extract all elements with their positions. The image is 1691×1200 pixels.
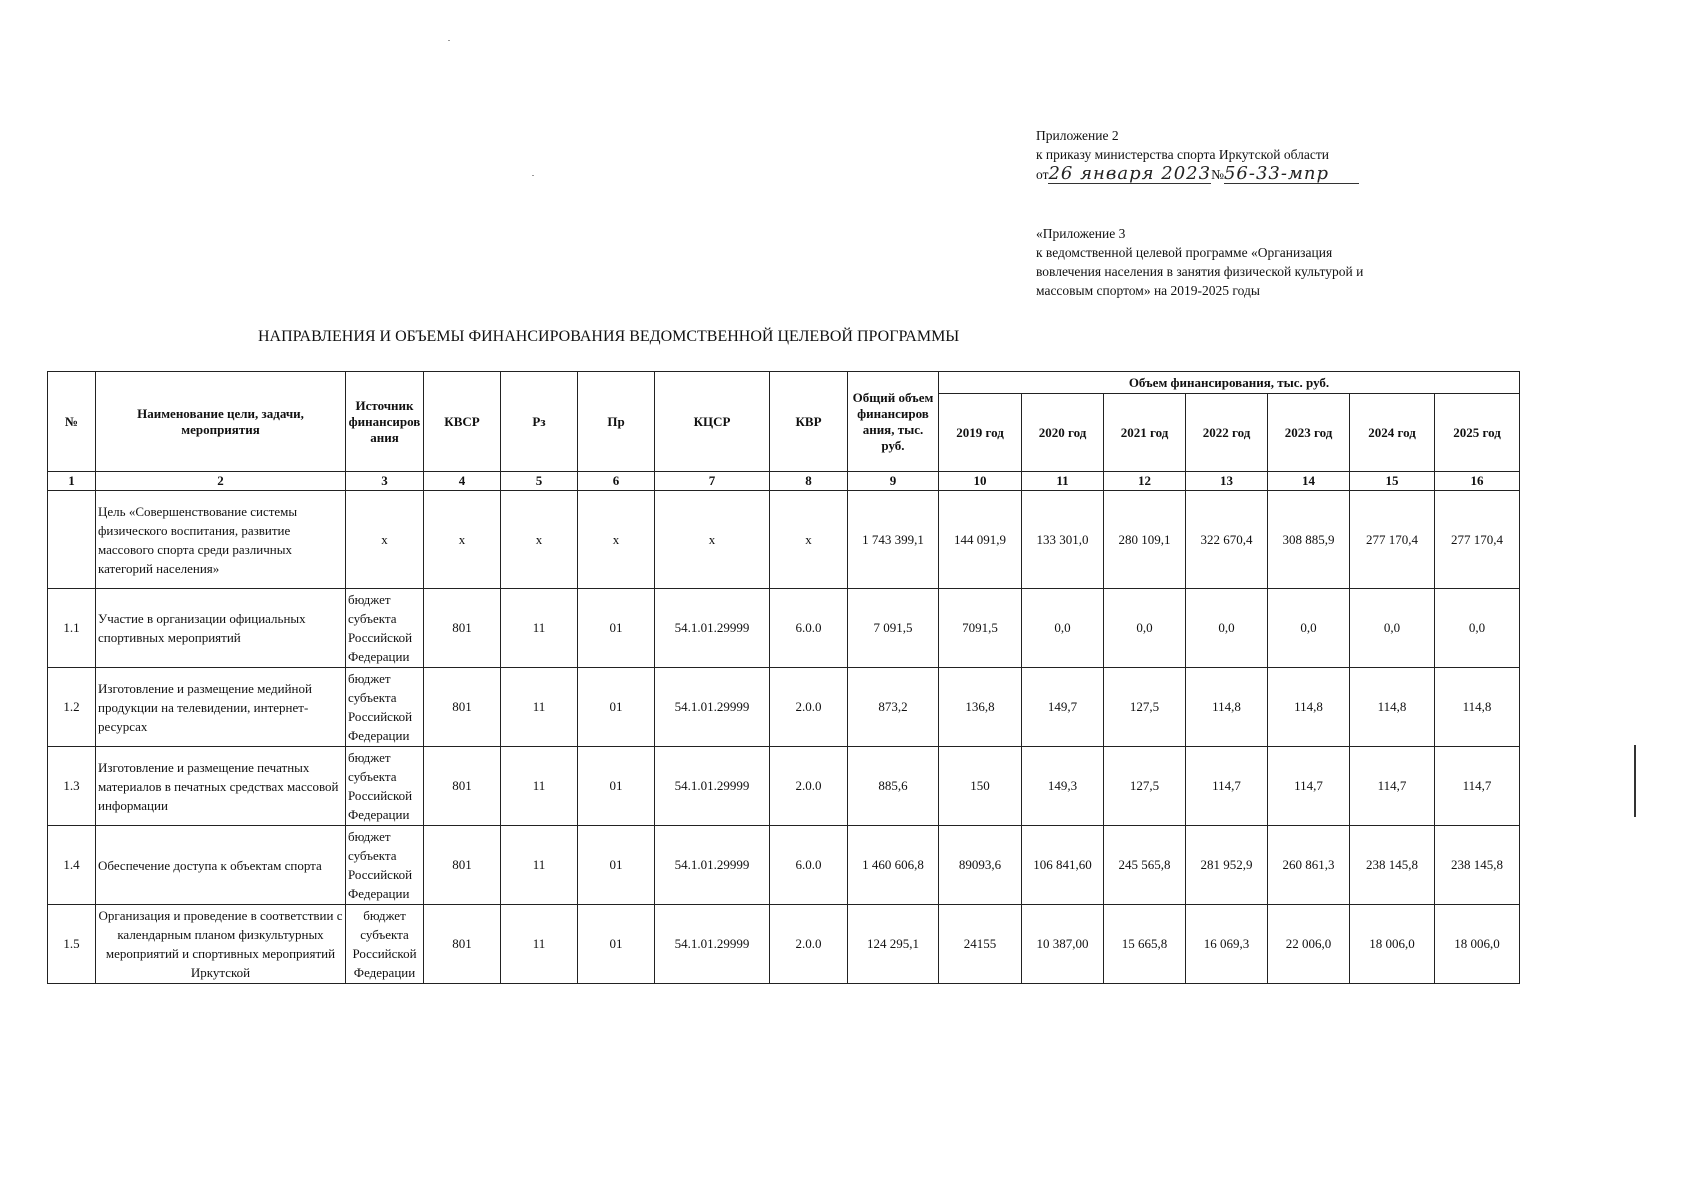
row-index: 1.4 bbox=[48, 826, 96, 905]
goal-pr: х bbox=[578, 491, 655, 589]
column-number: 10 bbox=[939, 472, 1022, 491]
row-rz: 11 bbox=[501, 905, 578, 984]
appendix3-line1: «Приложение 3 bbox=[1036, 226, 1126, 241]
header-num: № bbox=[48, 372, 96, 472]
row-name: Обеспечение доступа к объектам спорта bbox=[96, 826, 346, 905]
goal-2019: 144 091,9 bbox=[939, 491, 1022, 589]
scan-margin-mark bbox=[1634, 745, 1636, 817]
row-total: 885,6 bbox=[848, 747, 939, 826]
row-2019: 89093,6 bbox=[939, 826, 1022, 905]
order-date-line bbox=[1036, 164, 1456, 184]
column-number: 12 bbox=[1104, 472, 1186, 491]
column-number: 7 bbox=[655, 472, 770, 491]
row-rz: 11 bbox=[501, 747, 578, 826]
appendix3-block bbox=[1036, 224, 1456, 300]
appendix3-line4: массовым спортом» на 2019-2025 годы bbox=[1036, 283, 1260, 298]
row-2019: 24155 bbox=[939, 905, 1022, 984]
row-2019: 7091,5 bbox=[939, 589, 1022, 668]
row-2022: 114,8 bbox=[1186, 668, 1268, 747]
row-2025: 238 145,8 bbox=[1435, 826, 1520, 905]
row-2021: 127,5 bbox=[1104, 668, 1186, 747]
header-year-2021: 2021 год bbox=[1104, 394, 1186, 472]
row-pr: 01 bbox=[578, 905, 655, 984]
row-pr: 01 bbox=[578, 589, 655, 668]
row-2024: 18 006,0 bbox=[1350, 905, 1435, 984]
header-kvr: КВР bbox=[770, 372, 848, 472]
row-2024: 238 145,8 bbox=[1350, 826, 1435, 905]
row-total: 124 295,1 bbox=[848, 905, 939, 984]
table-row bbox=[48, 747, 1520, 826]
goal-2022: 322 670,4 bbox=[1186, 491, 1268, 589]
column-number-row bbox=[48, 472, 1520, 491]
goal-total: 1 743 399,1 bbox=[848, 491, 939, 589]
header-name: Наименование цели, задачи, мероприятия bbox=[96, 372, 346, 472]
table-row bbox=[48, 589, 1520, 668]
row-source: бюджет субъекта Российской Федерации bbox=[346, 747, 424, 826]
column-number: 9 bbox=[848, 472, 939, 491]
row-2021: 15 665,8 bbox=[1104, 905, 1186, 984]
appendix2-line1: Приложение 2 bbox=[1036, 128, 1119, 143]
header-year-2025: 2025 год bbox=[1435, 394, 1520, 472]
goal-rz: х bbox=[501, 491, 578, 589]
goal-kcsr: х bbox=[655, 491, 770, 589]
row-2019: 136,8 bbox=[939, 668, 1022, 747]
row-pr: 01 bbox=[578, 668, 655, 747]
row-source: бюджет субъекта Российской Федерации bbox=[346, 589, 424, 668]
goal-row bbox=[48, 491, 1520, 589]
row-kcsr: 54.1.01.29999 bbox=[655, 747, 770, 826]
goal-2023: 308 885,9 bbox=[1268, 491, 1350, 589]
header-kvsr: КВСР bbox=[424, 372, 501, 472]
row-2020: 106 841,60 bbox=[1022, 826, 1104, 905]
row-kcsr: 54.1.01.29999 bbox=[655, 668, 770, 747]
row-kvr: 2.0.0 bbox=[770, 747, 848, 826]
row-rz: 11 bbox=[501, 826, 578, 905]
goal-kvsr: х bbox=[424, 491, 501, 589]
row-2024: 114,8 bbox=[1350, 668, 1435, 747]
row-2022: 16 069,3 bbox=[1186, 905, 1268, 984]
row-2023: 260 861,3 bbox=[1268, 826, 1350, 905]
row-2022: 281 952,9 bbox=[1186, 826, 1268, 905]
goal-kvr: х bbox=[770, 491, 848, 589]
row-kvsr: 801 bbox=[424, 905, 501, 984]
handwritten-date: 26 января 2023 bbox=[1048, 163, 1212, 184]
row-2023: 114,7 bbox=[1268, 747, 1350, 826]
row-total: 873,2 bbox=[848, 668, 939, 747]
row-2021: 245 565,8 bbox=[1104, 826, 1186, 905]
row-2020: 10 387,00 bbox=[1022, 905, 1104, 984]
column-number: 11 bbox=[1022, 472, 1104, 491]
header-year-2019: 2019 год bbox=[939, 394, 1022, 472]
column-number: 2 bbox=[96, 472, 346, 491]
row-source: бюджет субъекта Российской Федерации bbox=[346, 668, 424, 747]
row-source: бюджет субъекта Российской Федерации bbox=[346, 905, 424, 984]
row-2024: 114,7 bbox=[1350, 747, 1435, 826]
column-number: 13 bbox=[1186, 472, 1268, 491]
row-name: Изготовление и размещение печатных материалов в печатных средствах массовой информации bbox=[96, 747, 346, 826]
row-2025: 0,0 bbox=[1435, 589, 1520, 668]
row-2022: 114,7 bbox=[1186, 747, 1268, 826]
row-kcsr: 54.1.01.29999 bbox=[655, 905, 770, 984]
goal-source: х bbox=[346, 491, 424, 589]
goal-2020: 133 301,0 bbox=[1022, 491, 1104, 589]
goal-2021: 280 109,1 bbox=[1104, 491, 1186, 589]
appendix2-block bbox=[1036, 126, 1456, 184]
document-title: НАПРАВЛЕНИЯ И ОБЪЕМЫ ФИНАНСИРОВАНИЯ ВЕДОМСТВЕННОЙ ЦЕЛЕВОЙ ПРОГРАММЫ bbox=[258, 328, 960, 345]
row-kcsr: 54.1.01.29999 bbox=[655, 589, 770, 668]
from-label: от bbox=[1036, 167, 1049, 182]
row-2021: 0,0 bbox=[1104, 589, 1186, 668]
header-pr: Пр bbox=[578, 372, 655, 472]
row-kvsr: 801 bbox=[424, 826, 501, 905]
row-kvsr: 801 bbox=[424, 747, 501, 826]
row-index: 1.1 bbox=[48, 589, 96, 668]
row-name: Организация и проведение в соответствии с календарным планом физкультурных мероприятий и спортивных мероприятий Иркутской bbox=[96, 905, 346, 984]
appendix3-line3: вовлечения населения в занятия физической культурой и bbox=[1036, 264, 1364, 279]
row-index: 1.2 bbox=[48, 668, 96, 747]
header-year-2022: 2022 год bbox=[1186, 394, 1268, 472]
row-total: 1 460 606,8 bbox=[848, 826, 939, 905]
row-name: Участие в организации официальных спортивных мероприятий bbox=[96, 589, 346, 668]
row-2023: 22 006,0 bbox=[1268, 905, 1350, 984]
row-2023: 114,8 bbox=[1268, 668, 1350, 747]
column-number: 1 bbox=[48, 472, 96, 491]
row-rz: 11 bbox=[501, 668, 578, 747]
header-year-2024: 2024 год bbox=[1350, 394, 1435, 472]
column-number: 8 bbox=[770, 472, 848, 491]
column-number: 16 bbox=[1435, 472, 1520, 491]
header-source: Источник финансиров ания bbox=[346, 372, 424, 472]
row-2022: 0,0 bbox=[1186, 589, 1268, 668]
scan-speck bbox=[532, 175, 534, 176]
header-year-2020: 2020 год bbox=[1022, 394, 1104, 472]
row-2024: 0,0 bbox=[1350, 589, 1435, 668]
column-number: 3 bbox=[346, 472, 424, 491]
row-name: Изготовление и размещение медийной продукции на телевидении, интернет-ресурсах bbox=[96, 668, 346, 747]
table-row bbox=[48, 668, 1520, 747]
column-number: 4 bbox=[424, 472, 501, 491]
row-kvsr: 801 bbox=[424, 668, 501, 747]
row-2025: 114,7 bbox=[1435, 747, 1520, 826]
financing-table bbox=[47, 371, 1520, 984]
appendix2-line2: к приказу министерства спорта Иркутской области bbox=[1036, 147, 1329, 162]
row-kcsr: 54.1.01.29999 bbox=[655, 826, 770, 905]
row-rz: 11 bbox=[501, 589, 578, 668]
column-number: 5 bbox=[501, 472, 578, 491]
row-source: бюджет субъекта Российской Федерации bbox=[346, 826, 424, 905]
row-2020: 0,0 bbox=[1022, 589, 1104, 668]
row-2020: 149,7 bbox=[1022, 668, 1104, 747]
column-number: 6 bbox=[578, 472, 655, 491]
column-number: 15 bbox=[1350, 472, 1435, 491]
row-2020: 149,3 bbox=[1022, 747, 1104, 826]
table-row bbox=[48, 905, 1520, 984]
goal-index-cell bbox=[48, 491, 96, 589]
row-kvr: 2.0.0 bbox=[770, 668, 848, 747]
column-number: 14 bbox=[1268, 472, 1350, 491]
header-total: Общий объем финансиров ания, тыс. руб. bbox=[848, 372, 939, 472]
row-kvsr: 801 bbox=[424, 589, 501, 668]
header-funding-group: Объем финансирования, тыс. руб. bbox=[939, 372, 1520, 394]
goal-2024: 277 170,4 bbox=[1350, 491, 1435, 589]
row-kvr: 6.0.0 bbox=[770, 589, 848, 668]
row-kvr: 2.0.0 bbox=[770, 905, 848, 984]
row-2019: 150 bbox=[939, 747, 1022, 826]
row-kvr: 6.0.0 bbox=[770, 826, 848, 905]
row-pr: 01 bbox=[578, 747, 655, 826]
table-row bbox=[48, 826, 1520, 905]
appendix3-line2: к ведомственной целевой программе «Организация bbox=[1036, 245, 1333, 260]
goal-name: Цель «Совершенствование системы физического воспитания, развитие массового спорта среди различных категорий населения» bbox=[96, 491, 346, 589]
goal-2025: 277 170,4 bbox=[1435, 491, 1520, 589]
row-index: 1.5 bbox=[48, 905, 96, 984]
row-2021: 127,5 bbox=[1104, 747, 1186, 826]
scan-speck bbox=[448, 40, 450, 41]
row-pr: 01 bbox=[578, 826, 655, 905]
row-2025: 18 006,0 bbox=[1435, 905, 1520, 984]
header-year-2023: 2023 год bbox=[1268, 394, 1350, 472]
number-label: № bbox=[1211, 167, 1224, 182]
header-rz: Рз bbox=[501, 372, 578, 472]
handwritten-order-number: 56-33-мпр bbox=[1224, 164, 1359, 184]
header-kcsr: КЦСР bbox=[655, 372, 770, 472]
row-2023: 0,0 bbox=[1268, 589, 1350, 668]
row-index: 1.3 bbox=[48, 747, 96, 826]
row-total: 7 091,5 bbox=[848, 589, 939, 668]
row-2025: 114,8 bbox=[1435, 668, 1520, 747]
